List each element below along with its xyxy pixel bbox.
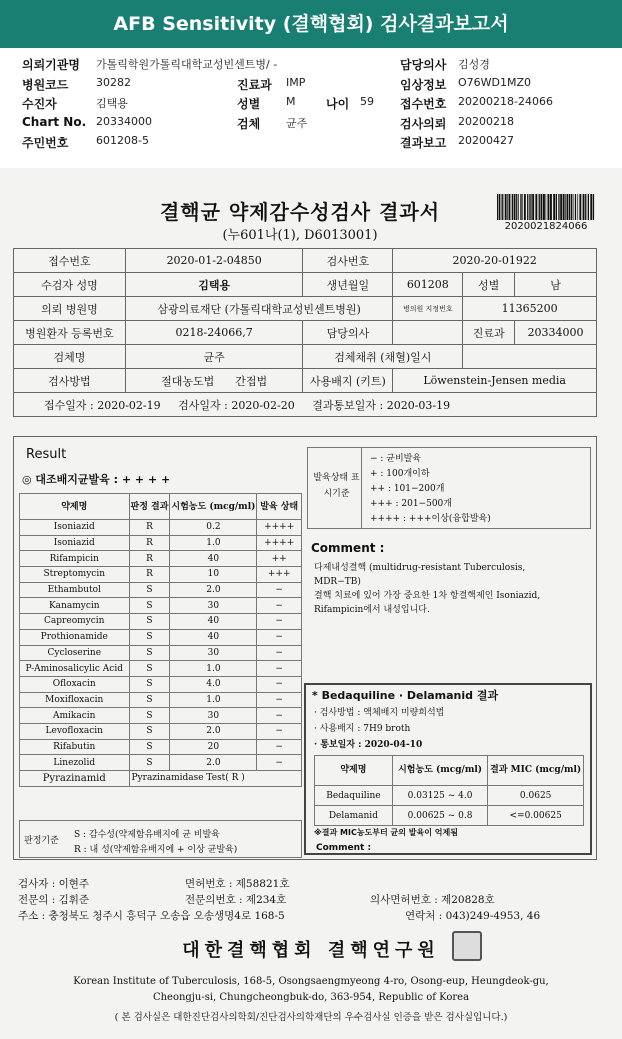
barcode-bar xyxy=(497,194,498,220)
report-title: 결핵균 약제감수성검사 결과서 xyxy=(159,200,441,224)
criteria-r: R : 내 성(약제함유배지에 + 이상 균발육) xyxy=(74,845,238,855)
reported-date: 2020-03-19 xyxy=(386,398,451,412)
drug-growth: − xyxy=(257,629,302,645)
table-row xyxy=(315,786,584,806)
barcode-bar xyxy=(521,194,522,220)
criteria-s: S : 감수성(약제함유배지에 균 비발육 xyxy=(74,830,220,840)
drug-name: Pyrazinamid xyxy=(20,771,130,787)
drug-result: S xyxy=(129,739,170,755)
criteria-box xyxy=(19,820,302,858)
barcode-bar xyxy=(529,194,530,220)
table-row xyxy=(20,551,302,567)
barcode-bar xyxy=(543,194,545,220)
info-value: 20200427 xyxy=(458,134,514,147)
cell-label: 진료과 xyxy=(463,321,515,345)
drug-result: S xyxy=(129,692,170,708)
drug-growth: − xyxy=(257,614,302,630)
drug-conc: 1.0 xyxy=(170,661,257,677)
table-row xyxy=(20,771,302,787)
drug-growth: ++++ xyxy=(257,535,302,551)
conc-range: 0.03125 ~ 4.0 xyxy=(392,786,488,806)
report-banner-title: AFB Sensitivity (결핵협회) 검사결과보고서 xyxy=(0,0,622,48)
cell-label: 접수번호 xyxy=(14,249,126,273)
drug-name: Streptomycin xyxy=(20,567,130,583)
table-row xyxy=(20,692,302,708)
info-row xyxy=(0,134,622,152)
drug-result: S xyxy=(129,598,170,614)
drug-growth: − xyxy=(257,723,302,739)
drug-conc: 40 xyxy=(170,614,257,630)
collection-time xyxy=(463,345,597,369)
drug-result: S xyxy=(129,755,170,771)
birth-date: 601208 xyxy=(393,273,463,297)
barcode-bar xyxy=(567,194,569,220)
drug-name: Isoniazid xyxy=(20,520,130,536)
info-label: 임상정보 xyxy=(400,78,447,92)
official-seal-icon xyxy=(452,931,482,961)
drug-name: Linezolid xyxy=(20,755,130,771)
barcode-bar xyxy=(573,194,574,220)
beda-table xyxy=(314,755,584,826)
drug-growth: − xyxy=(257,692,302,708)
drug-result: S xyxy=(129,582,170,598)
comment-body xyxy=(314,561,588,617)
drug-growth: − xyxy=(257,645,302,661)
cell-label: 담당의사 xyxy=(303,321,393,345)
table-row xyxy=(315,806,584,826)
drug-name: Kanamycin xyxy=(20,598,130,614)
drug-conc: 0.2 xyxy=(170,520,257,536)
table-row xyxy=(20,755,302,771)
drug-conc: 10 xyxy=(170,567,257,583)
drug-conc: 20 xyxy=(170,739,257,755)
cell-label: 의뢰 병원명 xyxy=(14,297,126,321)
barcode-bar xyxy=(553,194,555,220)
result-title: Result xyxy=(26,447,67,462)
control-growth: ◎ 대조배지균발육 : + + + + xyxy=(22,473,171,486)
bedaquiline-delamanid-box xyxy=(304,683,592,855)
barcode-bar xyxy=(575,194,576,220)
result-section xyxy=(13,436,597,860)
barcode-bar xyxy=(502,194,503,220)
specimen-name: 균주 xyxy=(125,345,303,369)
drug-result: R xyxy=(129,535,170,551)
test-method xyxy=(125,369,303,393)
cell-label: 검체명 xyxy=(14,345,126,369)
info-value: IMP xyxy=(286,76,306,89)
drug-result: S xyxy=(129,661,170,677)
patient-sex: 남 xyxy=(515,273,597,297)
barcode-bar xyxy=(569,194,570,220)
specialist: 전문의 : 김휘준 xyxy=(18,894,90,906)
info-value: 가톨릭학원가톨릭대학교성빈센트병/ - xyxy=(96,58,278,71)
table-row xyxy=(20,520,302,536)
report-subtitle: (누601나(1), D6013001) xyxy=(222,228,378,243)
conc-range: 0.00625 ~ 0.8 xyxy=(392,806,488,826)
col-header: 시험농도 (mcg/ml) xyxy=(170,494,257,520)
info-value: 균주 xyxy=(286,117,308,130)
drug-name: Bedaquiline xyxy=(315,786,393,806)
info-label: 의뢰기관명 xyxy=(22,58,80,72)
info-value: 30282 xyxy=(96,76,131,89)
barcode-bar xyxy=(560,194,562,220)
barcode-bar xyxy=(588,194,589,220)
medium-value: Löwenstein-Jensen media xyxy=(393,369,597,393)
info-label: 나이 xyxy=(326,97,350,111)
barcode-bar xyxy=(507,194,508,220)
info-row xyxy=(0,115,622,133)
drug-conc: 4.0 xyxy=(170,676,257,692)
growth-line: + : 100개이하 xyxy=(370,469,430,479)
info-label: 검사의뢰 xyxy=(400,117,447,131)
barcode-bar xyxy=(541,194,543,220)
table-row xyxy=(20,629,302,645)
barcode-bar xyxy=(512,194,513,220)
info-label: 진료과 xyxy=(237,78,272,92)
certification-note: ( 본 검사실은 대한진단검사의학회/진단검사의학재단의 우수검사실 인증을 받은 검사실입니다.) xyxy=(114,1012,508,1023)
drug-name: Moxifloxacin xyxy=(20,692,130,708)
institution-address-en: Korean Institute of Tuberculosis, 168-5, Osongsaengmyeong 4-ro, Osong-eup, Heungdeok-gu, xyxy=(73,976,549,987)
growth-line: +++ : 201−500개 xyxy=(370,499,452,509)
comment-line: 결핵 치료에 있어 가장 중요한 1차 항결핵제인 Isoniazid, xyxy=(314,591,541,601)
info-row xyxy=(0,56,622,74)
barcode-bar xyxy=(585,194,586,220)
barcode-bar xyxy=(530,194,531,220)
table-row xyxy=(20,676,302,692)
pza-result: Pyrazinamidase Test( R ) xyxy=(129,771,302,787)
table-row xyxy=(20,614,302,630)
drug-name: Isoniazid xyxy=(20,535,130,551)
barcode-bar xyxy=(546,194,547,220)
license-no: 면허번호 : 제58821호 xyxy=(185,878,290,890)
growth-line: ++++ : +++이상(융합발육) xyxy=(370,514,491,524)
drug-result: S xyxy=(129,708,170,724)
drug-growth: − xyxy=(257,708,302,724)
drug-growth: − xyxy=(257,582,302,598)
info-value: 20200218 xyxy=(458,115,514,128)
drug-name: Levofloxacin xyxy=(20,723,130,739)
reg-no: 2020-01-2-04850 xyxy=(125,249,303,273)
cell-label: 수검자 성명 xyxy=(14,273,126,297)
barcode-bar xyxy=(518,194,519,220)
growth-legend xyxy=(307,447,591,529)
hospital-name: 삼광의료재단 (가톨릭대학교성빈센트병원) xyxy=(125,297,393,321)
comment-line: MDR−TB) xyxy=(314,577,361,587)
barcode-bar xyxy=(577,194,578,220)
drug-name: Ofloxacin xyxy=(20,676,130,692)
table-row xyxy=(20,723,302,739)
col-header: 판정 결과 xyxy=(129,494,170,520)
table-row xyxy=(20,661,302,677)
cell-label: 병의원 지정번호 xyxy=(393,297,463,321)
info-label: 성별 xyxy=(237,97,261,111)
table-row xyxy=(20,598,302,614)
barcode-bar xyxy=(501,194,502,220)
info-label: 결과보고 xyxy=(400,136,447,150)
barcode-bar xyxy=(548,194,550,220)
beda-note: ※결과 MIC농도부터 균의 발육이 억제됨 xyxy=(314,828,458,837)
drug-name: Ethambutol xyxy=(20,582,130,598)
reported-label: 결과통보일자 : xyxy=(312,398,384,412)
growth-legend-label: 발육상태 표시기준 xyxy=(312,448,362,528)
barcode-bar xyxy=(593,194,594,220)
info-label: 담당의사 xyxy=(400,58,447,72)
criteria-label: 판정기준 xyxy=(24,836,59,846)
drug-name: Cycloserine xyxy=(20,645,130,661)
barcode-bar xyxy=(539,194,540,220)
col-header: 발육 상태 xyxy=(257,494,302,520)
patient-header-table xyxy=(13,248,597,417)
cell-label: 검체채취 (채혈)일시 xyxy=(303,345,463,369)
info-label: 주민번호 xyxy=(22,136,69,150)
doctor-license-no: 의사면허번호 : 제20828호 xyxy=(370,894,495,906)
mic-value: 0.0625 xyxy=(488,786,584,806)
institution-address-en-2: Cheongju-si, Chungcheongbuk-do, 363-954, Republic of Korea xyxy=(152,992,470,1003)
drug-result: S xyxy=(129,723,170,739)
comment-line: Rifampicin에서 내성입니다. xyxy=(314,605,430,615)
drug-result: R xyxy=(129,551,170,567)
barcode-bar xyxy=(499,194,500,220)
drug-name: Prothionamide xyxy=(20,629,130,645)
info-label: Chart No. xyxy=(22,115,87,129)
drug-growth: ++ xyxy=(257,551,302,567)
comment-line: 다제내성결핵 (multidrug-resistant Tuberculosis, xyxy=(314,563,526,573)
barcode-bar xyxy=(556,194,557,220)
drug-conc: 30 xyxy=(170,708,257,724)
info-value: 김성경 xyxy=(458,58,490,71)
info-label: 검체 xyxy=(237,117,261,131)
drug-conc: 30 xyxy=(170,598,257,614)
barcode-bar xyxy=(571,194,572,220)
col-header: 시험농도 (mcg/ml) xyxy=(392,756,488,786)
barcode-bar xyxy=(505,194,507,220)
info-label: 수진자 xyxy=(22,97,57,111)
table-row xyxy=(20,708,302,724)
drug-result: S xyxy=(129,645,170,661)
drug-conc: 2.0 xyxy=(170,582,257,598)
drug-name: P-Aminosalicylic Acid xyxy=(20,661,130,677)
info-row xyxy=(0,76,622,94)
drug-conc: 30 xyxy=(170,645,257,661)
doctor-name xyxy=(393,321,463,345)
cell-label: 사용배지 (키트) xyxy=(303,369,393,393)
barcode-graphic xyxy=(497,194,595,220)
info-value: 20200218-24066 xyxy=(458,95,553,108)
received-label: 접수일자 : xyxy=(44,398,94,412)
barcode-bar xyxy=(514,194,516,220)
tested-label: 검사일자 : xyxy=(178,398,228,412)
table-row xyxy=(20,567,302,583)
drug-name: Rifampicin xyxy=(20,551,130,567)
drug-result: R xyxy=(129,567,170,583)
drug-susceptibility-table xyxy=(19,493,302,787)
drug-conc: 2.0 xyxy=(170,723,257,739)
info-value: 20334000 xyxy=(96,115,152,128)
drug-name: Rifabutin xyxy=(20,739,130,755)
beda-medium: · 사용배지 : 7H9 broth xyxy=(314,724,411,734)
method-indirect: 간접법 xyxy=(235,374,268,388)
order-info-panel xyxy=(0,48,622,158)
dept-value: 20334000 xyxy=(515,321,597,345)
drug-growth: − xyxy=(257,598,302,614)
barcode-bar xyxy=(509,194,511,220)
drug-conc: 40 xyxy=(170,629,257,645)
col-header: 약제명 xyxy=(20,494,130,520)
info-value: 김택용 xyxy=(96,97,128,110)
barcode-bar xyxy=(520,194,521,220)
barcode-bar xyxy=(516,194,517,220)
barcode-bar xyxy=(550,194,552,220)
barcode-bar xyxy=(527,194,528,220)
beda-title: * Bedaquiline · Delamanid 결과 xyxy=(312,689,499,702)
drug-growth: +++ xyxy=(257,567,302,583)
barcode-bar xyxy=(535,194,537,220)
drug-result: S xyxy=(129,614,170,630)
dates-row xyxy=(14,393,597,417)
specialist-no: 전문의번호 : 제234호 xyxy=(185,894,287,906)
drug-growth: − xyxy=(257,755,302,771)
info-row xyxy=(0,95,622,113)
growth-line: − : 균비발육 xyxy=(370,454,422,464)
table-row xyxy=(20,535,302,551)
institution-name: 대한결핵협회 결핵연구원 xyxy=(182,940,440,961)
patient-name: 김택용 xyxy=(125,273,303,297)
scanned-report xyxy=(0,168,622,1039)
cell-label: 성별 xyxy=(463,273,515,297)
info-value: O76WD1MZ0 xyxy=(458,76,532,89)
drug-name: Amikacin xyxy=(20,708,130,724)
barcode-bar xyxy=(558,194,559,220)
patient-reg-no: 0218-24066,7 xyxy=(125,321,303,345)
test-no: 2020-20-01922 xyxy=(393,249,597,273)
drug-conc: 2.0 xyxy=(170,755,257,771)
beda-comment: Comment : xyxy=(316,843,372,853)
cell-label: 생년월일 xyxy=(303,273,393,297)
drug-result: R xyxy=(129,520,170,536)
drug-growth: − xyxy=(257,676,302,692)
tested-date: 2020-02-20 xyxy=(231,398,295,412)
barcode-bar xyxy=(583,194,585,220)
table-row xyxy=(20,582,302,598)
info-value: 59 xyxy=(360,95,374,108)
beda-method: · 검사방법 : 액체배지 미량희석법 xyxy=(314,708,445,718)
barcode-number: 2020021824066 xyxy=(504,221,588,232)
drug-name: Capreomycin xyxy=(20,614,130,630)
drug-growth: ++++ xyxy=(257,520,302,536)
contact: 연락처 : 043)249-4953, 46 xyxy=(405,910,541,922)
drug-growth: − xyxy=(257,739,302,755)
designated-no: 11365200 xyxy=(463,297,597,321)
barcode-bar xyxy=(590,194,592,220)
drug-growth: − xyxy=(257,661,302,677)
inspector: 검사자 : 이현주 xyxy=(18,878,90,890)
drug-conc: 40 xyxy=(170,551,257,567)
col-header: 결과 MIC (mcg/ml) xyxy=(488,756,584,786)
beda-date: · 통보일자 : 2020-04-10 xyxy=(314,740,423,750)
info-value: 601208-5 xyxy=(96,134,149,147)
received-date: 2020-02-19 xyxy=(97,398,161,412)
drug-conc: 1.0 xyxy=(170,535,257,551)
barcode-bar xyxy=(565,194,566,220)
method-absolute: 절대농도법 xyxy=(161,374,215,388)
cell-label: 병원환자 등록번호 xyxy=(14,321,126,345)
growth-line: ++ : 101−200개 xyxy=(370,484,445,494)
barcode-bar xyxy=(532,194,534,220)
table-row xyxy=(20,645,302,661)
drug-result: S xyxy=(129,676,170,692)
mic-value: <=0.00625 xyxy=(488,806,584,826)
barcode-bar xyxy=(524,194,526,220)
info-value: M xyxy=(286,95,296,108)
col-header: 약제명 xyxy=(315,756,393,786)
drug-name: Delamanid xyxy=(315,806,393,826)
cell-label: 검사방법 xyxy=(14,369,126,393)
drug-conc: 1.0 xyxy=(170,692,257,708)
barcode-bar xyxy=(563,194,565,220)
barcode-bar xyxy=(579,194,581,220)
comment-title: Comment : xyxy=(311,541,385,555)
info-label: 접수번호 xyxy=(400,97,447,111)
info-label: 병원코드 xyxy=(22,78,69,92)
cell-label: 검사번호 xyxy=(303,249,393,273)
drug-result: S xyxy=(129,629,170,645)
address: 주소 : 충청북도 청주시 흥덕구 오송읍 오송생명4로 168-5 xyxy=(18,910,285,922)
table-row xyxy=(20,739,302,755)
